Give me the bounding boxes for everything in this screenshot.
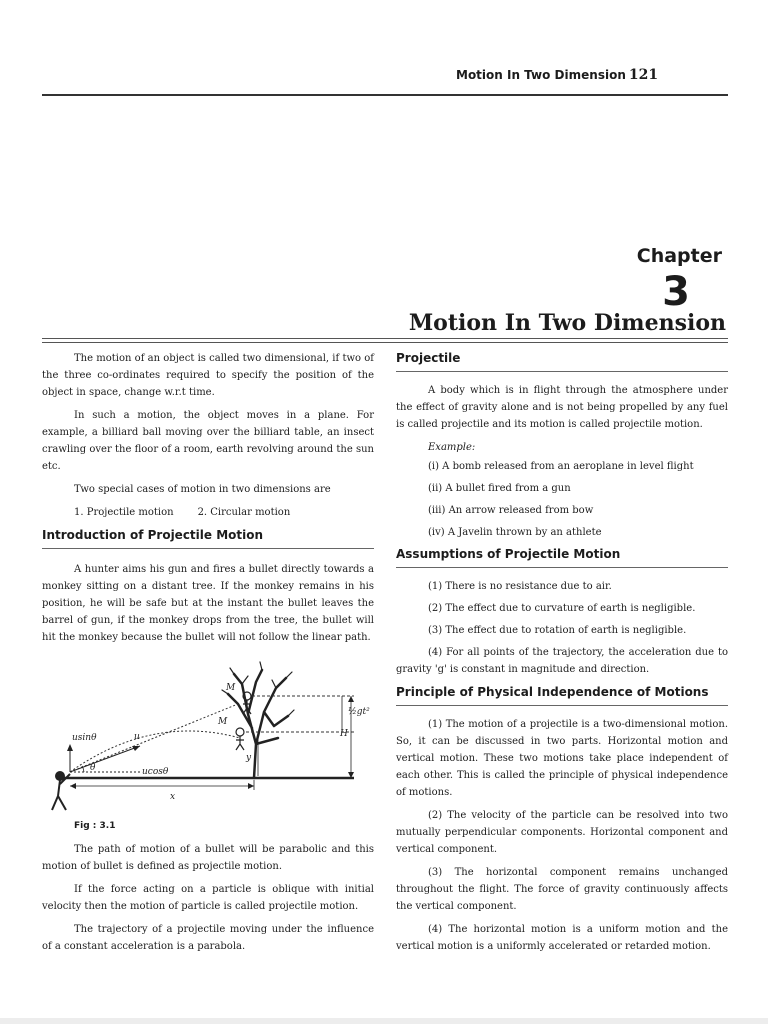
case-circular: 2. Circular motion <box>197 507 291 518</box>
case-projectile: 1. Projectile motion <box>74 507 174 518</box>
principle-paragraph: (2) The velocity of the particle can be resolved into two mutually perpendicular components. Horizontal component and vertical component. <box>396 810 728 855</box>
principle-paragraph: (1) The motion of a projectile is a two-dimensional motion. So, it can be discussed in two parts. Horizontal motion and vertical motion. These two motions take place independent of each other. This is called the principle of physical independence of motions. <box>396 719 728 798</box>
intro-paragraph-2: In such a motion, the object moves in a plane. For example, a billiard ball moving over the billiard table, an insect crawling over the floor of a room, earth revolving around the sun etc. <box>42 410 374 472</box>
hunter-paragraph: A hunter aims his gun and fires a bullet directly towards a monkey sitting on a distant tree. If the monkey remains in his position, he will be safe but at the instant the bullet leaves the barrel of gun, if the monkey drops from the tree, the bullet will hit the monkey because the bullet will not follow the linear path. <box>42 564 374 643</box>
label-ucos: ucosθ <box>142 767 169 777</box>
chapter-label: Chapter <box>636 245 722 267</box>
right-column <box>396 350 728 961</box>
example-item: (iii) An arrow released from bow <box>428 505 594 516</box>
label-x: x <box>170 792 176 802</box>
figure-caption: Fig : 3.1 <box>74 821 116 831</box>
label-half-gt: ½gt² <box>348 707 370 717</box>
label-u: u <box>134 732 140 742</box>
page-bottom-band <box>0 1018 768 1024</box>
velocity-vector <box>70 746 140 772</box>
figure-hunter-monkey <box>42 654 374 814</box>
label-m-low: M <box>218 717 228 727</box>
example-item: (iv) A Javelin thrown by an athlete <box>428 527 602 538</box>
section-heading-principle: Principle of Physical Independence of Motions <box>396 684 728 706</box>
example-item: (ii) A bullet fired from a gun <box>428 483 571 494</box>
example-item: (i) A bomb released from an aeroplane in level flight <box>428 461 694 472</box>
after-fig-paragraph-3: The trajectory of a projectile moving under the influence of a constant acceleration is a parabola. <box>42 924 374 952</box>
chapter-title: Motion In Two Dimension <box>408 310 726 336</box>
monkey-low-icon <box>236 728 244 750</box>
chapter-rule <box>42 338 728 343</box>
assumption-item: (3) The effect due to rotation of earth is negligible. <box>428 625 687 636</box>
header-title: Motion In Two Dimension <box>456 68 626 82</box>
label-h: H <box>340 729 348 739</box>
running-header <box>456 67 658 83</box>
principle-paragraph: (3) The horizontal component remains unchanged throughout the flight. The force of gravity continuously affects the vertical component. <box>396 867 728 912</box>
intro-paragraph-3: Two special cases of motion in two dimensions are <box>74 484 331 495</box>
intro-paragraph-1: The motion of an object is called two dimensional, if two of the three co-ordinates required to specify the position of the object in space, change w.r.t time. <box>42 353 374 398</box>
assumption-item: (1) There is no resistance due to air. <box>428 581 612 592</box>
assumption-item: (4) For all points of the trajectory, the acceleration due to gravity 'g' is constant in magnitude and direction. <box>396 647 728 675</box>
section-heading-intro-projectile: Introduction of Projectile Motion <box>42 527 374 549</box>
page-number: 121 <box>628 67 659 83</box>
after-fig-paragraph-1: The path of motion of a bullet will be parabolic and this motion of bullet is defined as projectile motion. <box>42 844 374 872</box>
after-fig-paragraph-2: If the force acting on a particle is oblique with initial velocity then the motion of particle is called projectile motion. <box>42 884 374 912</box>
section-heading-assumptions: Assumptions of Projectile Motion <box>396 546 728 568</box>
label-theta: θ <box>90 763 96 773</box>
section-heading-projectile: Projectile <box>396 350 728 372</box>
projectile-definition: A body which is in flight through the atmosphere under the effect of gravity alone and is not being propelled by any fuel is called projectile and its motion is called projectile motion. <box>396 385 728 430</box>
principle-paragraph: (4) The horizontal motion is a uniform motion and the vertical motion is a uniformly accelerated or retarded motion. <box>396 924 728 952</box>
assumption-item: (2) The effect due to curvature of earth is negligible. <box>428 603 696 614</box>
figure-diagram <box>42 654 374 814</box>
header-rule <box>42 94 728 96</box>
label-usin: usinθ <box>72 733 97 743</box>
label-m-top: M <box>226 683 236 693</box>
hunter-icon <box>52 772 70 810</box>
special-cases <box>42 504 374 521</box>
chapter-number: 3 <box>662 269 690 315</box>
label-y: y <box>246 753 252 763</box>
example-label: Example: <box>428 442 476 453</box>
left-column <box>42 350 374 961</box>
